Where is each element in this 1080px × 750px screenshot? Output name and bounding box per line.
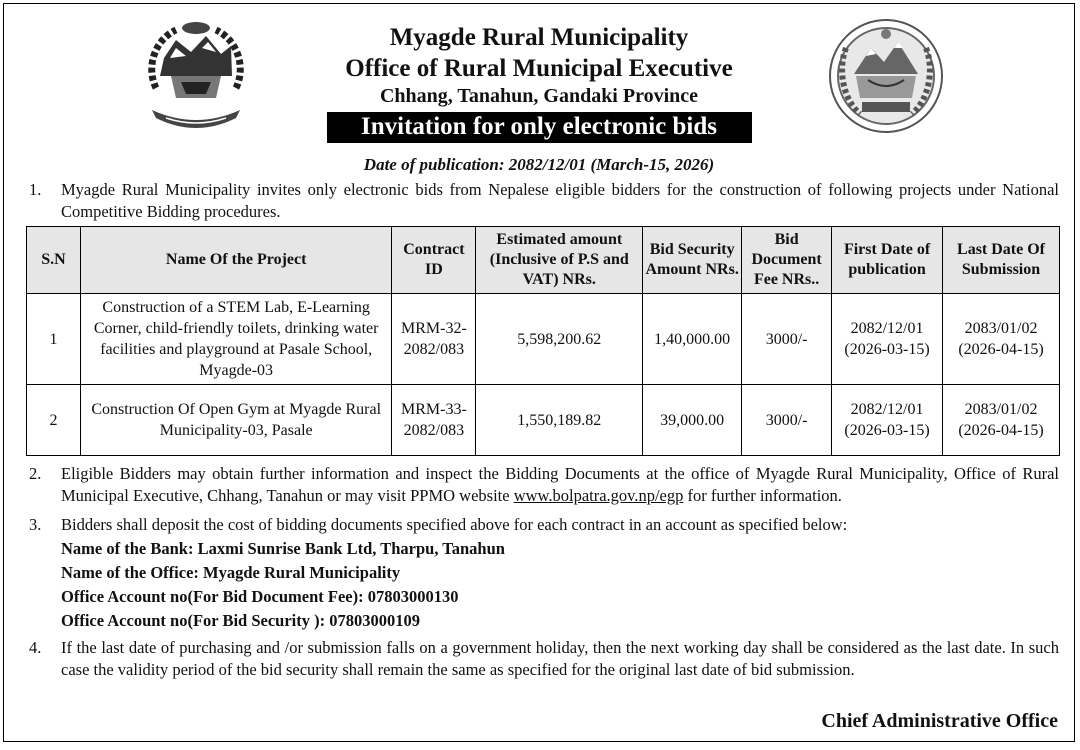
notice-header (4, 22, 1074, 143)
cell-contract-id: MRM-33-2082/083 (392, 385, 476, 456)
clause-text: Myagde Rural Municipality invites only electronic bids from Nepalese eligible bidders for the construction of following projects under National Competitive Bidding procedures. (61, 180, 1059, 221)
account-security: Office Account no(For Bid Security ): 07803000109 (61, 611, 420, 630)
cell-security: 1,40,000.00 (643, 294, 742, 385)
col-header-security: Bid Security Amount NRs. (643, 227, 742, 294)
clause-text-part: Bidders shall deposit the cost of bidding documents specified above for each contract in an account as specified below: (61, 515, 848, 534)
clause-1 (29, 179, 1059, 223)
clause-number: 2. (29, 464, 42, 483)
clause-text (61, 514, 1059, 632)
clause-text-part: for further information. (683, 486, 842, 505)
municipality-name: Myagde Rural Municipality (389, 24, 689, 51)
cell-sn: 1 (27, 294, 81, 385)
first-date-ad: (2026-03-15) (844, 341, 930, 358)
clause-number: 1. (29, 180, 42, 199)
first-date-bs: 2082/12/01 (850, 401, 924, 418)
first-date-ad: (2026-03-15) (844, 422, 930, 439)
col-header-estimate: Estimated amount (Inclusive of P.S and VAT) NRs. (476, 227, 643, 294)
last-date-ad: (2026-04-15) (958, 422, 1044, 439)
last-date-bs: 2083/01/02 (964, 401, 1038, 418)
col-header-first-date: First Date of publication (832, 227, 943, 294)
ppmo-website-link[interactable]: www.bolpatra.gov.np/egp (513, 486, 684, 505)
cell-project-name: Construction of a STEM Lab, E-Learning Corner, child-friendly toilets, drinking water facilities and playground at Pasale School, Myagde-03 (80, 294, 391, 385)
cell-project-name: Construction Of Open Gym at Myagde Rural Municipality-03, Pasale (80, 385, 391, 456)
office-address: Chhang, Tanahun, Gandaki Province (379, 85, 699, 107)
col-header-last-date: Last Date Of Submission (943, 227, 1060, 294)
office-name: Office of Rural Municipal Executive (345, 55, 733, 82)
last-date-bs: 2083/01/02 (964, 320, 1038, 337)
clause-text: If the last date of purchasing and /or submission falls on a government holiday, then the next working day shall be considered as the last date. In such case the validity period of the bid security shall remain the same as specified for the original last date of bid submission. (61, 638, 1059, 679)
bank-name: Name of the Bank: Laxmi Sunrise Bank Ltd, Tharpu, Tanahun (61, 539, 505, 558)
col-header-name: Name Of the Project (80, 227, 391, 294)
cell-last-date (943, 294, 1060, 385)
clause-4 (29, 637, 1059, 681)
clause-text-part: Eligible Bidders may obtain further information and inspect the Bidding Documents at the office of Myagde Rural Municipality, Office of Rural Municipal Executive, Chhang, Tanahun or may visit PPMO website (61, 464, 1059, 505)
col-header-fee: Bid Document Fee NRs.. (742, 227, 832, 294)
office-name-line: Name of the Office: Myagde Rural Municipality (61, 563, 401, 582)
publication-date: Date of publication: 2082/12/01 (March-15, 2026) (363, 155, 715, 174)
account-fee: Office Account no(For Bid Document Fee): 07803000130 (61, 587, 459, 606)
clause-text (61, 463, 1059, 507)
first-date-bs: 2082/12/01 (850, 320, 924, 337)
signature-office: Chief Administrative Office (821, 710, 1058, 732)
col-header-sn: S.N (27, 227, 81, 294)
table-header-row (27, 227, 1060, 294)
cell-last-date (943, 385, 1060, 456)
bid-table (26, 226, 1060, 456)
clause-number: 3. (29, 515, 42, 534)
cell-estimate: 1,550,189.82 (476, 385, 643, 456)
notice-title-banner: Invitation for only electronic bids (327, 112, 752, 143)
cell-security: 39,000.00 (643, 385, 742, 456)
clause-3 (29, 514, 1059, 632)
cell-sn: 2 (27, 385, 81, 456)
cell-fee: 3000/- (742, 385, 832, 456)
clause-2 (29, 463, 1059, 507)
cell-estimate: 5,598,200.62 (476, 294, 643, 385)
notice-page (3, 3, 1075, 742)
col-header-contract: Contract ID (392, 227, 476, 294)
table-row (27, 294, 1060, 385)
last-date-ad: (2026-04-15) (958, 341, 1044, 358)
clause-number: 4. (29, 638, 42, 657)
table-row (27, 385, 1060, 456)
cell-fee: 3000/- (742, 294, 832, 385)
cell-contract-id: MRM-32-2082/083 (392, 294, 476, 385)
cell-first-date (832, 294, 943, 385)
cell-first-date (832, 385, 943, 456)
